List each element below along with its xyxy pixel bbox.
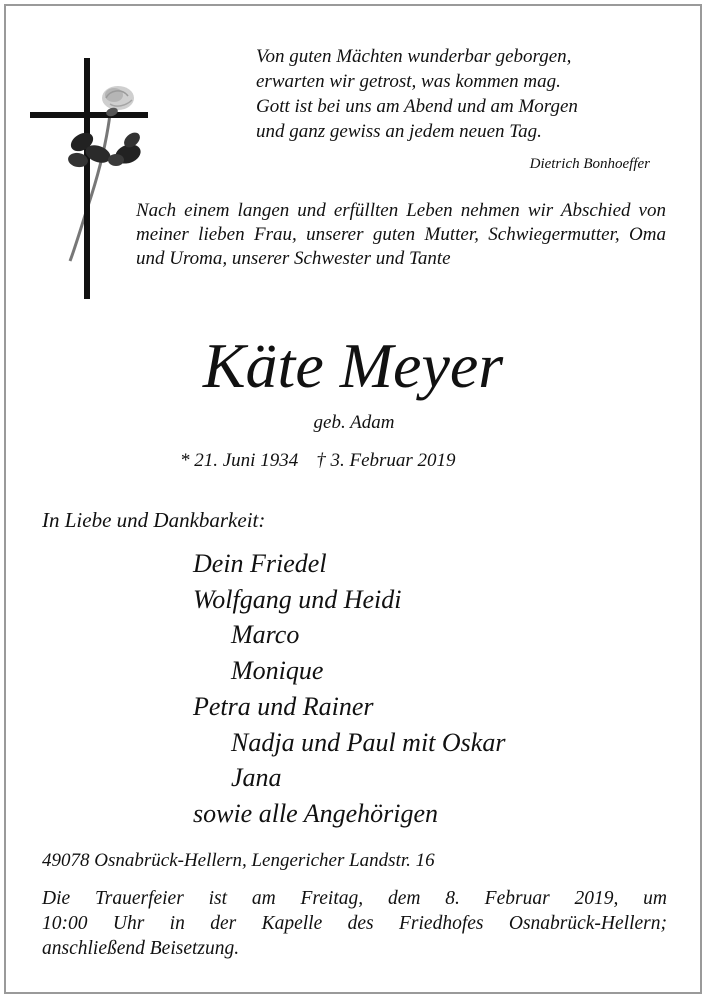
life-dates: [180, 450, 456, 472]
mourner: Marco: [231, 620, 300, 650]
bonhoeffer-quote: [256, 44, 676, 144]
rose-icon: [67, 86, 143, 169]
service-line: 10:00 Uhr in der Kapelle des Friedhofes Osnabrück-Hellern;: [42, 913, 667, 934]
quote-line: Gott ist bei uns am Abend und am Morgen: [256, 96, 578, 117]
birth-name: geb. Adam: [313, 412, 395, 433]
mourner: Wolfgang und Heidi: [193, 584, 402, 614]
mourner: Dein Friedel: [193, 549, 327, 578]
mourners-list: [193, 546, 505, 832]
quote-line: erwarten wir getrost, was kommen mag.: [256, 71, 561, 92]
intro-text: Nach einem langen und erfüllten Leben nehmen wir Abschied von meiner lieben Frau, unserer guten Mutter, Schwiegermutter, Oma und Uroma, unserer Schwester und Tante: [136, 200, 666, 269]
quote-author: Dietrich Bonhoeffer: [529, 156, 650, 172]
mourner: Petra und Rainer: [193, 691, 374, 721]
quote-line: Von guten Mächten wunderbar geborgen,: [256, 46, 572, 67]
thanks-heading: In Liebe und Dankbarkeit:: [42, 508, 266, 532]
quote-line: und ganz gewiss an jedem neuen Tag.: [256, 121, 542, 142]
mourner: Nadja und Paul mit Oskar: [231, 727, 506, 757]
family-address: 49078 Osnabrück-Hellern, Lengericher Landstr. 16: [42, 850, 435, 871]
death-date: † 3. Februar 2019: [316, 450, 456, 471]
funeral-service-info: [42, 886, 667, 961]
mourner: sowie alle Angehörigen: [193, 798, 439, 828]
service-line: anschließend Beisetzung.: [42, 938, 240, 959]
mourner: Monique: [231, 656, 324, 686]
deceased-name-text: Käte Meyer: [202, 330, 504, 401]
mourner: Jana: [231, 763, 282, 793]
birth-date: * 21. Juni 1934: [180, 450, 299, 471]
service-line: Die Trauerfeier ist am Freitag, dem 8. Februar 2019, um: [42, 888, 667, 909]
deceased-name: [0, 326, 708, 406]
